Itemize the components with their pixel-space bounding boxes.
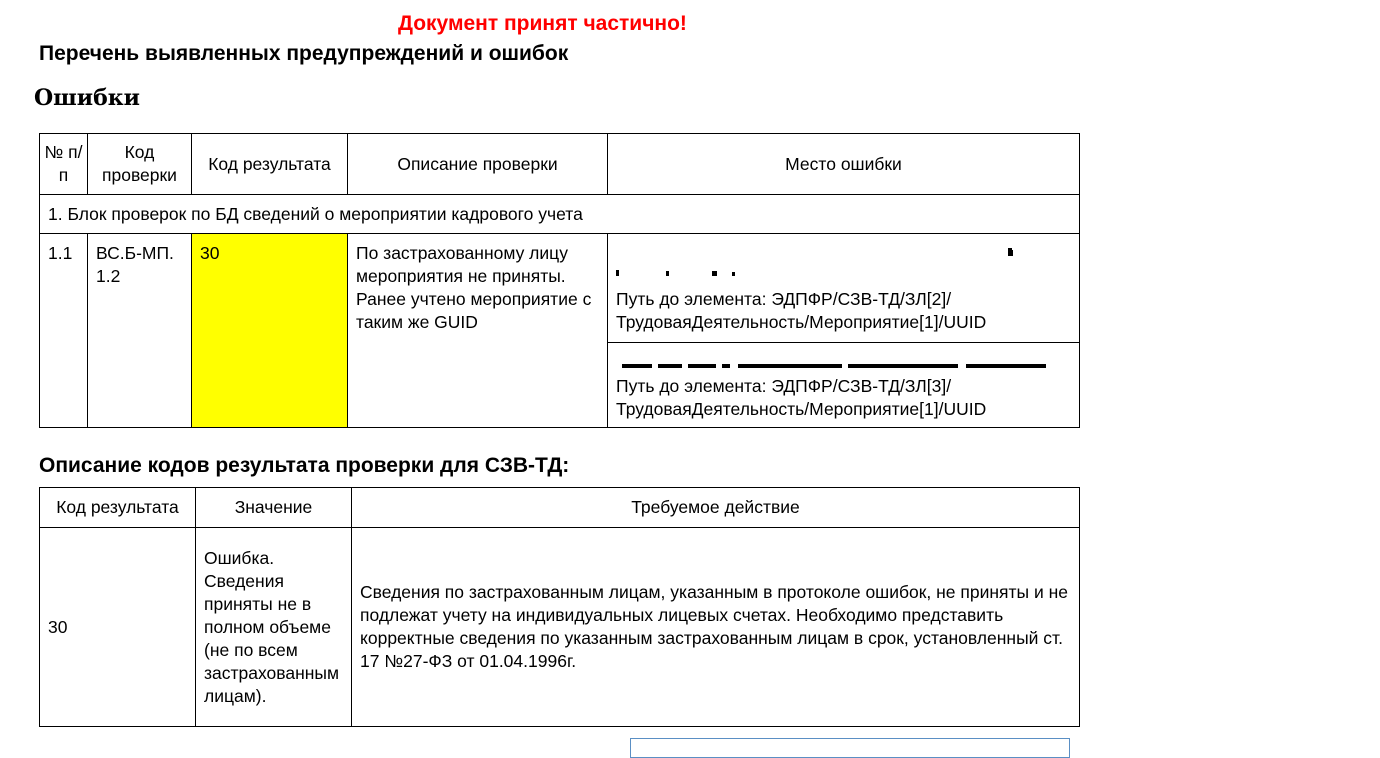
redacted-line xyxy=(616,248,1071,256)
code-required-action: Сведения по застрахованным лицам, указанным в протоколе ошибок, не приняты и не подлежат учету на индивидуальных лицевых счетах. Необходимо представить корректные сведения по указанным застрахованным лицам в срок, установленный ст. 17 №27-ФЗ от 01.04.1996г. xyxy=(352,528,1080,727)
header-check-code: Код проверки xyxy=(88,134,192,195)
table-row xyxy=(40,234,1080,428)
header-error-place: Место ошибки xyxy=(608,134,1080,195)
error-place-entry xyxy=(608,234,1079,342)
row-error-places xyxy=(608,234,1080,428)
row-num: 1.1 xyxy=(40,234,88,428)
row-result-code: 30 xyxy=(192,234,348,428)
result-codes-table xyxy=(39,487,1080,727)
header-meaning: Значение xyxy=(196,488,352,528)
codes-heading: Описание кодов результата проверки для СЗВ-ТД: xyxy=(39,454,570,477)
code-value: 30 xyxy=(40,528,196,727)
errors-table xyxy=(39,133,1080,428)
next-section-box xyxy=(630,738,1070,758)
error-element-path: Путь до элемента: ЭДПФР/СЗВ-ТД/ЗЛ[3]/ ТрудоваяДеятельность/Мероприятие[1]/UUID xyxy=(616,376,987,419)
document-status: Документ принят частично! xyxy=(398,12,687,35)
error-element-path: Путь до элемента: ЭДПФР/СЗВ-ТД/ЗЛ[2]/ ТрудоваяДеятельность/Мероприятие[1]/UUID xyxy=(616,289,987,332)
errors-heading: Ошибки xyxy=(34,85,141,111)
error-place-entry xyxy=(608,342,1079,427)
list-title: Перечень выявленных предупреждений и ошибок xyxy=(39,42,569,65)
check-block-title: 1. Блок проверок по БД сведений о мероприятии кадрового учета xyxy=(40,195,1080,234)
check-block-row xyxy=(40,195,1080,234)
header-result-code: Код результата xyxy=(192,134,348,195)
header-num: № п/п xyxy=(40,134,88,195)
code-meaning: Ошибка. Сведения приняты не в полном объеме (не по всем застрахованным лицам). xyxy=(196,528,352,727)
header-result-code: Код результата xyxy=(40,488,196,528)
redacted-line xyxy=(616,361,1071,368)
errors-table-header-row xyxy=(40,134,1080,195)
table-row xyxy=(40,528,1080,727)
codes-table-header-row xyxy=(40,488,1080,528)
row-check-description: По застрахованному лицу мероприятия не приняты. Ранее учтено мероприятие с таким же GUID xyxy=(348,234,608,428)
header-required-action: Требуемое действие xyxy=(352,488,1080,528)
row-check-code: ВС.Б-МП. 1.2 xyxy=(88,234,192,428)
redacted-line xyxy=(616,268,1071,276)
header-check-description: Описание проверки xyxy=(348,134,608,195)
